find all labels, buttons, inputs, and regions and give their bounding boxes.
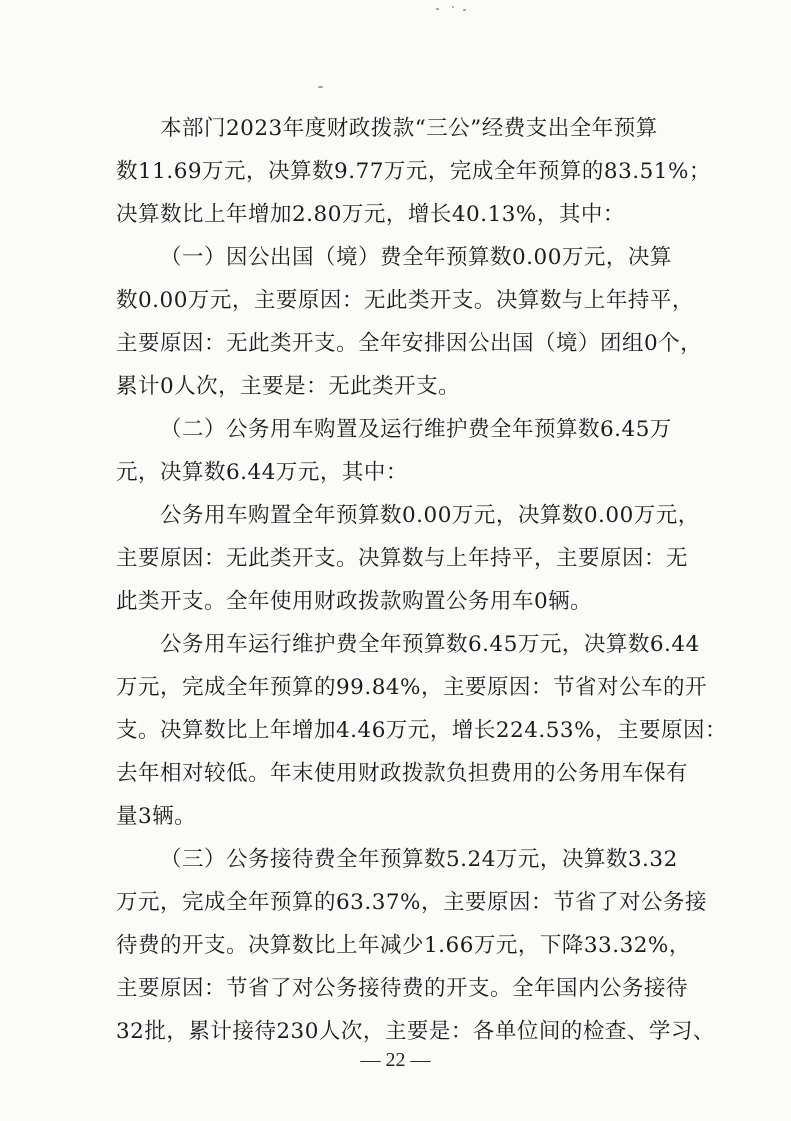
text-line: 数0.00万元，主要原因：无此类开支。决算数与上年持平， bbox=[116, 288, 694, 313]
text-line: （一）因公出国（境）费全年预算数0.00万元，决算 bbox=[160, 245, 672, 270]
text-line: 量3辆。 bbox=[116, 804, 197, 829]
text-line: 主要原因：无此类开支。决算数与上年持平，主要原因：无 bbox=[116, 546, 689, 571]
text-line: 公务用车购置全年预算数0.00万元，决算数0.00万元， bbox=[160, 503, 700, 528]
page-number: — 22 — bbox=[360, 1049, 431, 1071]
scan-speck bbox=[436, 8, 439, 10]
text-line: 此类开支。全年使用财政拨款购置公务用车0辆。 bbox=[116, 589, 593, 614]
text-line: （二）公务用车购置及运行维护费全年预算数6.45万 bbox=[160, 417, 672, 442]
text-line: 待费的开支。决算数比上年减少1.66万元，下降33.32%， bbox=[116, 933, 691, 958]
text-line: 决算数比上年增加2.80万元，增长40.13%，其中： bbox=[116, 202, 625, 227]
text-line: 数11.69万元，决算数9.77万元，完成全年预算的83.51%； bbox=[116, 159, 711, 184]
text-line: 支。决算数比上年增加4.46万元，增长224.53%，主要原因： bbox=[116, 718, 728, 743]
text-line: （三）公务接待费全年预算数5.24万元，决算数3.32 bbox=[160, 847, 678, 872]
text-line: 元，决算数6.44万元，其中： bbox=[116, 460, 408, 485]
text-line: 去年相对较低。年末使用财政拨款负担费用的公务用车保有 bbox=[116, 761, 689, 786]
scan-speck bbox=[318, 86, 323, 88]
scan-speck bbox=[452, 6, 454, 8]
text-line: 主要原因：节省了对公务接待费的开支。全年国内公务接待 bbox=[116, 976, 689, 1001]
text-line: 万元，完成全年预算的63.37%，主要原因：节省了对公务接 bbox=[116, 890, 707, 915]
text-line: 公务用车运行维护费全年预算数6.45万元，决算数6.44 bbox=[160, 632, 700, 657]
scan-speck bbox=[463, 9, 466, 11]
text-line: 32批，累计接待230人次，主要是：各单位间的检查、学习、 bbox=[116, 1019, 715, 1044]
text-line: 累计0人次，主要是：无此类开支。 bbox=[116, 374, 461, 399]
text-line: 本部门2023年度财政拨款“三公”经费支出全年预算 bbox=[160, 116, 658, 141]
text-line: 主要原因：无此类开支。全年安排因公出国（境）团组0个， bbox=[116, 331, 703, 356]
text-line: 万元，完成全年预算的99.84%，主要原因：节省对公车的开 bbox=[116, 675, 707, 700]
